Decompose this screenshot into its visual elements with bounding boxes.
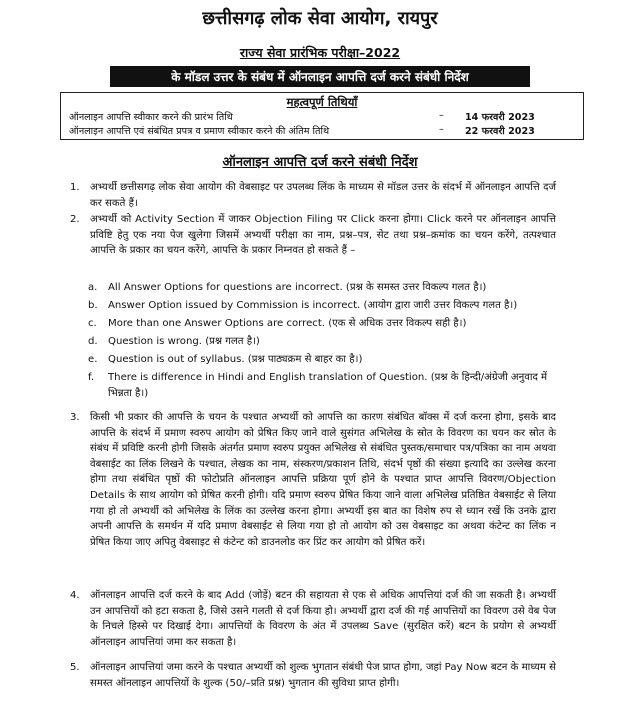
instruction-text: अभ्यर्थी छत्तीसगढ़ लोक सेवा आयोग की वेबसाइट पर उपलब्ध लिंक के माध्यम से मॉडल उत्तर के संदर्भ में ऑनलाइन आपत्ति दर्ज कर सकते हैं। [90,182,556,209]
instruction-text: अभ्यर्थी को Activity Section में जाकर Objection Filing पर Click करना होगा। Click करने पर ऑनलाइन आपत्ति प्रविष्टि हेतु एक नया पेज खुलेगा जिसमें अभ्यर्थी परीक्षा का नाम, प्रश्न–पत्र, सेट तथा प्रश्न–क्रमांक का चयन करेंगे, तत्पश्चात आपत्ति के प्रकार का चयन करेंगे, आपत्ति के प्रकार निम्नवत हो सकते हैं – [90,214,556,257]
objection-type-text: Answer Option issued by Commission is incorrect. (आयोग द्वारा जारी उत्तर विकल्प गलत है।) [108,300,518,311]
instruction-item-2 [70,212,556,259]
instructions-heading: ऑनलाइन आपत्ति दर्ज करने संबंधी निर्देश [222,155,418,170]
instruction-item-4 [70,588,556,650]
date-row-dash: – [439,110,444,121]
date-row-dash: – [439,124,444,135]
instruction-item-3 [70,410,556,550]
objection-type-letter: b. [88,300,98,311]
important-dates-box [60,92,584,140]
instruction-item-1 [70,180,556,211]
instruction-item-5 [70,660,557,691]
instruction-text: किसी भी प्रकार की आपत्ति के चयन के पश्चात अभ्यर्थी को आपत्ति का कारण संबंधित बॉक्स में दर्ज करना होगा, इसके बाद आपत्ति के संदर्भ में प्रमाण स्वरुप आयोग को प्रेषित किए जाने वाले सुसंगत अभिलेख के स्रोत के विवरण का चयन कर स्रोत के संबंध में प्रविष्टि करनी होगी जिसके अंतर्गत प्रमाण स्वरुप प्रयुक्त अभिलेख से संबंधित पुस्तक/समाचार पत्र/पत्रिका का नाम अथवा वेबसाईट का लिंक लिखने के पश्चात, लेखक का नाम, संस्करण/प्रकाशन तिथि, संदर्भ पृष्ठों की संख्या इत्यादि का उल्लेख करना होगा तथा संबंधित पृष्ठों की फोटोप्रति ऑनलाइन आपत्ति प्रक्रिया पूर्ण होने के पश्चात प्राप्त आपत्ति विवरण/Objection Details के साथ आयोग को प्रेषित करनी होगी। यदि प्रमाण स्वरुप प्रेषित किया जाने वाला अभिलेख प्रतिष्ठित वेबसाईट से लिया गया हो तो अभ्यर्थी को अभिलेख के लिंक का उल्लेख करना होगा। अभ्यर्थी इस बात का विशेष रुप से ध्यान रखें कि उनके द्वारा अपनी आपत्ति के समर्थन में यदि प्रमाण वेबसाईट से लिया गया हो तो आयोग को उस वेबसाइट का अथवा कंटेन्ट का लिंक न प्रेषित किया जाए अपितु वेबसाइट से कंटेन्ट को डाउनलोड कर प्रिंट कर आयोग को प्रेषित करें। [90,412,556,548]
objection-type-letter: d. [88,336,98,347]
org-title: छत्तीसगढ़ लोक सेवा आयोग, रायपुर [202,8,438,29]
instruction-number: 5. [70,662,80,673]
date-row-value: 14 फरवरी 2023 [465,112,535,123]
instruction-number: 2. [70,214,80,225]
objection-type-letter: c. [88,318,97,329]
notice-title-banner: के मॉडल उत्तर के संबंध में ऑनलाइन आपत्ति दर्ज करने संबंधी निर्देश [110,66,530,87]
date-row-label: ऑनलाइन आपत्ति स्वीकार करने की प्रारंभ तिथि [69,112,233,123]
instruction-text: ऑनलाइन आपत्ति दर्ज करने के बाद Add (जोड़ें) बटन की सहायता से एक से अधिक आपत्तियां दर्ज की जा सकती है। अभ्यर्थी उन आपत्तियों को हटा सकता है, जिसे उसने गलती से दर्ज किया हो। अभ्यर्थी द्वारा दर्ज की गई आपत्तियों का विवरण उसे वेब पेज के निचले हिस्से पर दिखाई देगा। आपत्तियों के विवरण के अंत में उपलब्ध Save (सुरक्षित करें) बटन के प्रयोग से अभ्यर्थी ऑनलाइन आपत्तियां जमा कर सकता है। [90,590,556,648]
objection-type-a [88,280,556,296]
objection-type-text: Question is wrong. (प्रश्न गलत है।) [108,336,260,347]
objection-type-text: There is difference in Hindi and English translation of Question. (प्रश्न के हिन्दी/अंग्रेजी अनुवाद में भिन्नता है।) [108,372,548,399]
objection-type-text: All Answer Options for questions are incorrect. (प्रश्न के समस्त उत्तर विकल्प गलत है।) [108,282,487,293]
instruction-text: ऑनलाइन आपत्तियां जमा करने के पश्चात अभ्यर्थी को शुल्क भुगतान संबंधी पेज प्राप्त होगा, जहां Pay Now बटन के माध्यम से समस्त ऑनलाइन आपत्तियों के शुल्क (50/–प्रति प्रश्न) भुगतान की सुविधा प्राप्त होगी। [90,662,557,689]
objection-type-text: Question is out of syllabus. (प्रश्न पाठ्यक्रम से बाहर का है।) [108,354,363,365]
instruction-number: 4. [70,590,80,601]
date-row-value: 22 फरवरी 2023 [465,126,535,137]
date-row-label: ऑनलाइन आपत्ति एवं संबंधित प्रपत्र व प्रमाण स्वीकार करने की अंतिम तिथि [69,126,330,137]
objection-type-e [88,352,556,368]
important-dates-heading: महत्वपूर्ण तिथियाँ [286,95,358,109]
instruction-number: 1. [70,182,80,193]
instruction-number: 3. [70,412,80,423]
objection-type-f [88,370,556,401]
objection-type-letter: e. [88,354,98,365]
objection-type-c [88,316,556,332]
exam-title: राज्य सेवा प्रारंभिक परीक्षा–2022 [239,45,401,60]
objection-type-letter: a. [88,282,98,293]
objection-type-b [88,298,556,314]
objection-type-text: More than one Answer Options are correct. (एक से अधिक उत्तर विकल्प सही है।) [108,318,467,329]
objection-type-letter: f. [88,372,95,383]
objection-type-d [88,334,556,350]
